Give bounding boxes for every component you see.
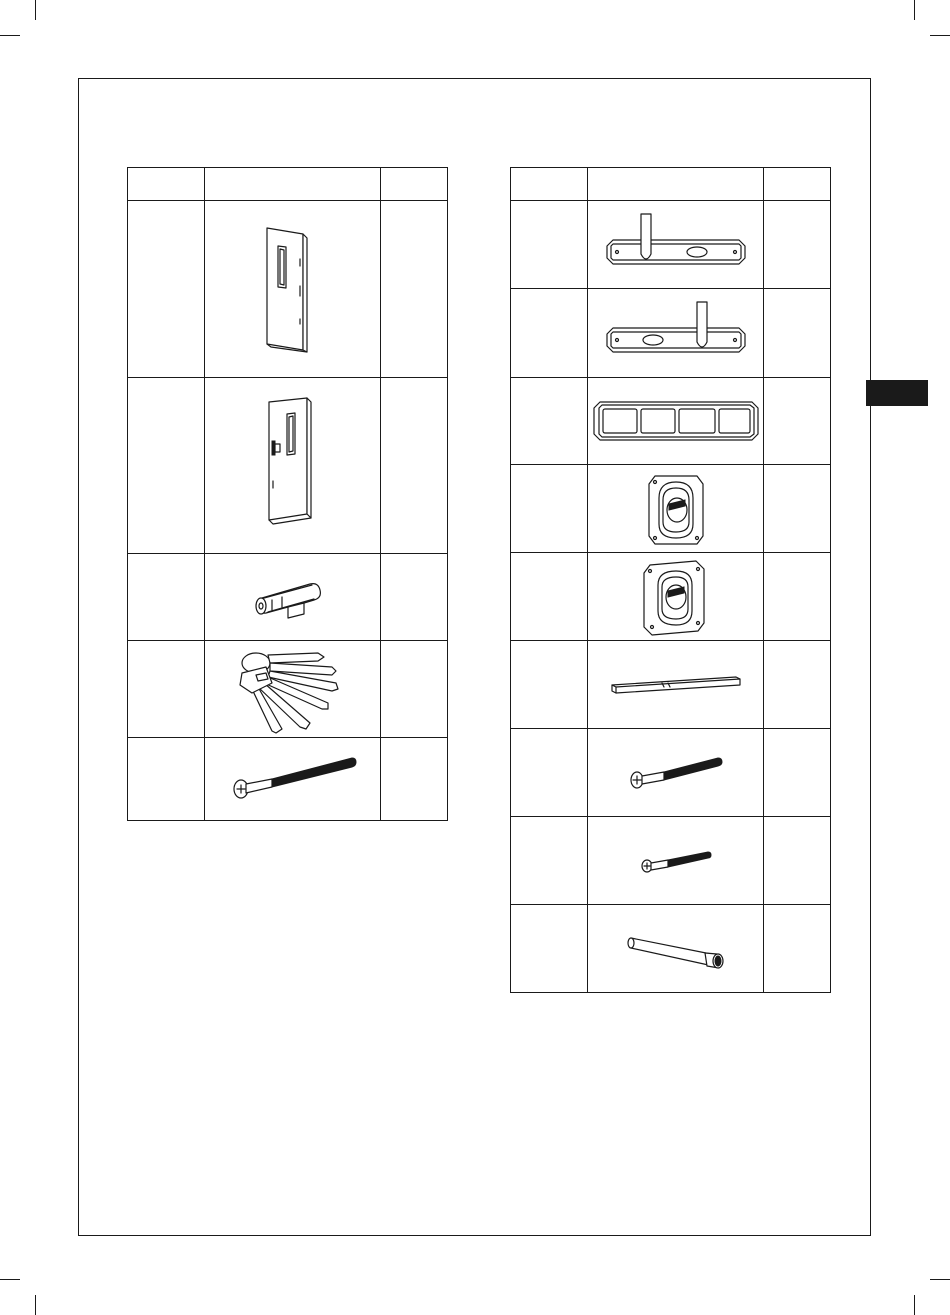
part-image-cell bbox=[588, 201, 764, 289]
table-header-row bbox=[128, 168, 448, 201]
crop-mark bbox=[35, 0, 36, 20]
part-image-cell bbox=[588, 289, 764, 378]
spacer-tube-icon bbox=[621, 924, 731, 974]
part-quantity bbox=[764, 817, 831, 905]
lock-cylinder-icon bbox=[248, 564, 338, 630]
part-quantity bbox=[764, 641, 831, 729]
table-header-row bbox=[511, 168, 831, 201]
part-quantity bbox=[764, 465, 831, 553]
escutcheon-rear-icon bbox=[638, 557, 714, 637]
parts-table-right bbox=[510, 167, 831, 993]
part-image-cell bbox=[205, 738, 381, 821]
escutcheon-front-icon bbox=[641, 470, 711, 548]
crop-mark bbox=[35, 1295, 36, 1315]
section-tab-marker bbox=[866, 380, 928, 406]
crop-mark bbox=[930, 35, 950, 36]
part-image-cell bbox=[588, 817, 764, 905]
part-number bbox=[128, 738, 205, 821]
part-quantity bbox=[381, 201, 448, 378]
part-quantity bbox=[764, 553, 831, 641]
part-image-cell bbox=[588, 905, 764, 993]
part-image-cell bbox=[588, 553, 764, 641]
table-row bbox=[511, 641, 831, 729]
part-number bbox=[128, 201, 205, 378]
table-row bbox=[511, 465, 831, 553]
connecting-bar-icon bbox=[606, 665, 746, 705]
part-number bbox=[128, 641, 205, 738]
part-quantity bbox=[381, 738, 448, 821]
part-image-cell bbox=[205, 378, 381, 554]
header-part bbox=[588, 168, 764, 201]
parts-table-left bbox=[127, 167, 448, 821]
part-quantity bbox=[381, 641, 448, 738]
header-qty bbox=[381, 168, 448, 201]
part-image-cell bbox=[205, 641, 381, 738]
table-row bbox=[128, 201, 448, 378]
part-image-cell bbox=[588, 465, 764, 553]
short-screw-icon bbox=[638, 846, 714, 876]
part-quantity bbox=[764, 201, 831, 289]
key-set-icon bbox=[228, 643, 358, 735]
header-qty bbox=[764, 168, 831, 201]
handle-plate-left-icon bbox=[601, 210, 751, 280]
part-image-cell bbox=[205, 554, 381, 641]
door-panel-with-handle-icon bbox=[263, 396, 323, 536]
gasket-frame-icon bbox=[590, 398, 762, 444]
header-part bbox=[205, 168, 381, 201]
table-row bbox=[128, 554, 448, 641]
table-row bbox=[128, 378, 448, 554]
part-quantity bbox=[764, 378, 831, 465]
crop-mark bbox=[0, 1279, 20, 1280]
crop-mark bbox=[914, 0, 915, 20]
table-row bbox=[511, 729, 831, 817]
crop-mark bbox=[0, 35, 20, 36]
long-screw-icon bbox=[228, 754, 358, 804]
part-number bbox=[511, 289, 588, 378]
table-row bbox=[511, 553, 831, 641]
part-number bbox=[511, 817, 588, 905]
header-no bbox=[128, 168, 205, 201]
table-row bbox=[511, 289, 831, 378]
part-number bbox=[511, 729, 588, 817]
part-image-cell bbox=[588, 729, 764, 817]
table-row bbox=[511, 817, 831, 905]
table-row bbox=[511, 905, 831, 993]
part-quantity bbox=[764, 289, 831, 378]
part-number bbox=[511, 905, 588, 993]
part-image-cell bbox=[205, 201, 381, 378]
part-number bbox=[128, 378, 205, 554]
part-number bbox=[511, 465, 588, 553]
part-quantity bbox=[381, 554, 448, 641]
table-row bbox=[128, 641, 448, 738]
table-row bbox=[511, 201, 831, 289]
part-number bbox=[511, 553, 588, 641]
part-number bbox=[128, 554, 205, 641]
part-quantity bbox=[381, 378, 448, 554]
part-number bbox=[511, 378, 588, 465]
table-row bbox=[511, 378, 831, 465]
medium-screw-icon bbox=[626, 753, 726, 793]
handle-plate-right-icon bbox=[601, 298, 751, 368]
part-number bbox=[511, 641, 588, 729]
crop-mark bbox=[930, 1279, 950, 1280]
header-no bbox=[511, 168, 588, 201]
part-number bbox=[511, 201, 588, 289]
part-image-cell bbox=[588, 641, 764, 729]
door-panel-icon bbox=[263, 224, 323, 354]
table-row bbox=[128, 738, 448, 821]
crop-mark bbox=[914, 1295, 915, 1315]
part-image-cell bbox=[588, 378, 764, 465]
part-quantity bbox=[764, 729, 831, 817]
part-quantity bbox=[764, 905, 831, 993]
